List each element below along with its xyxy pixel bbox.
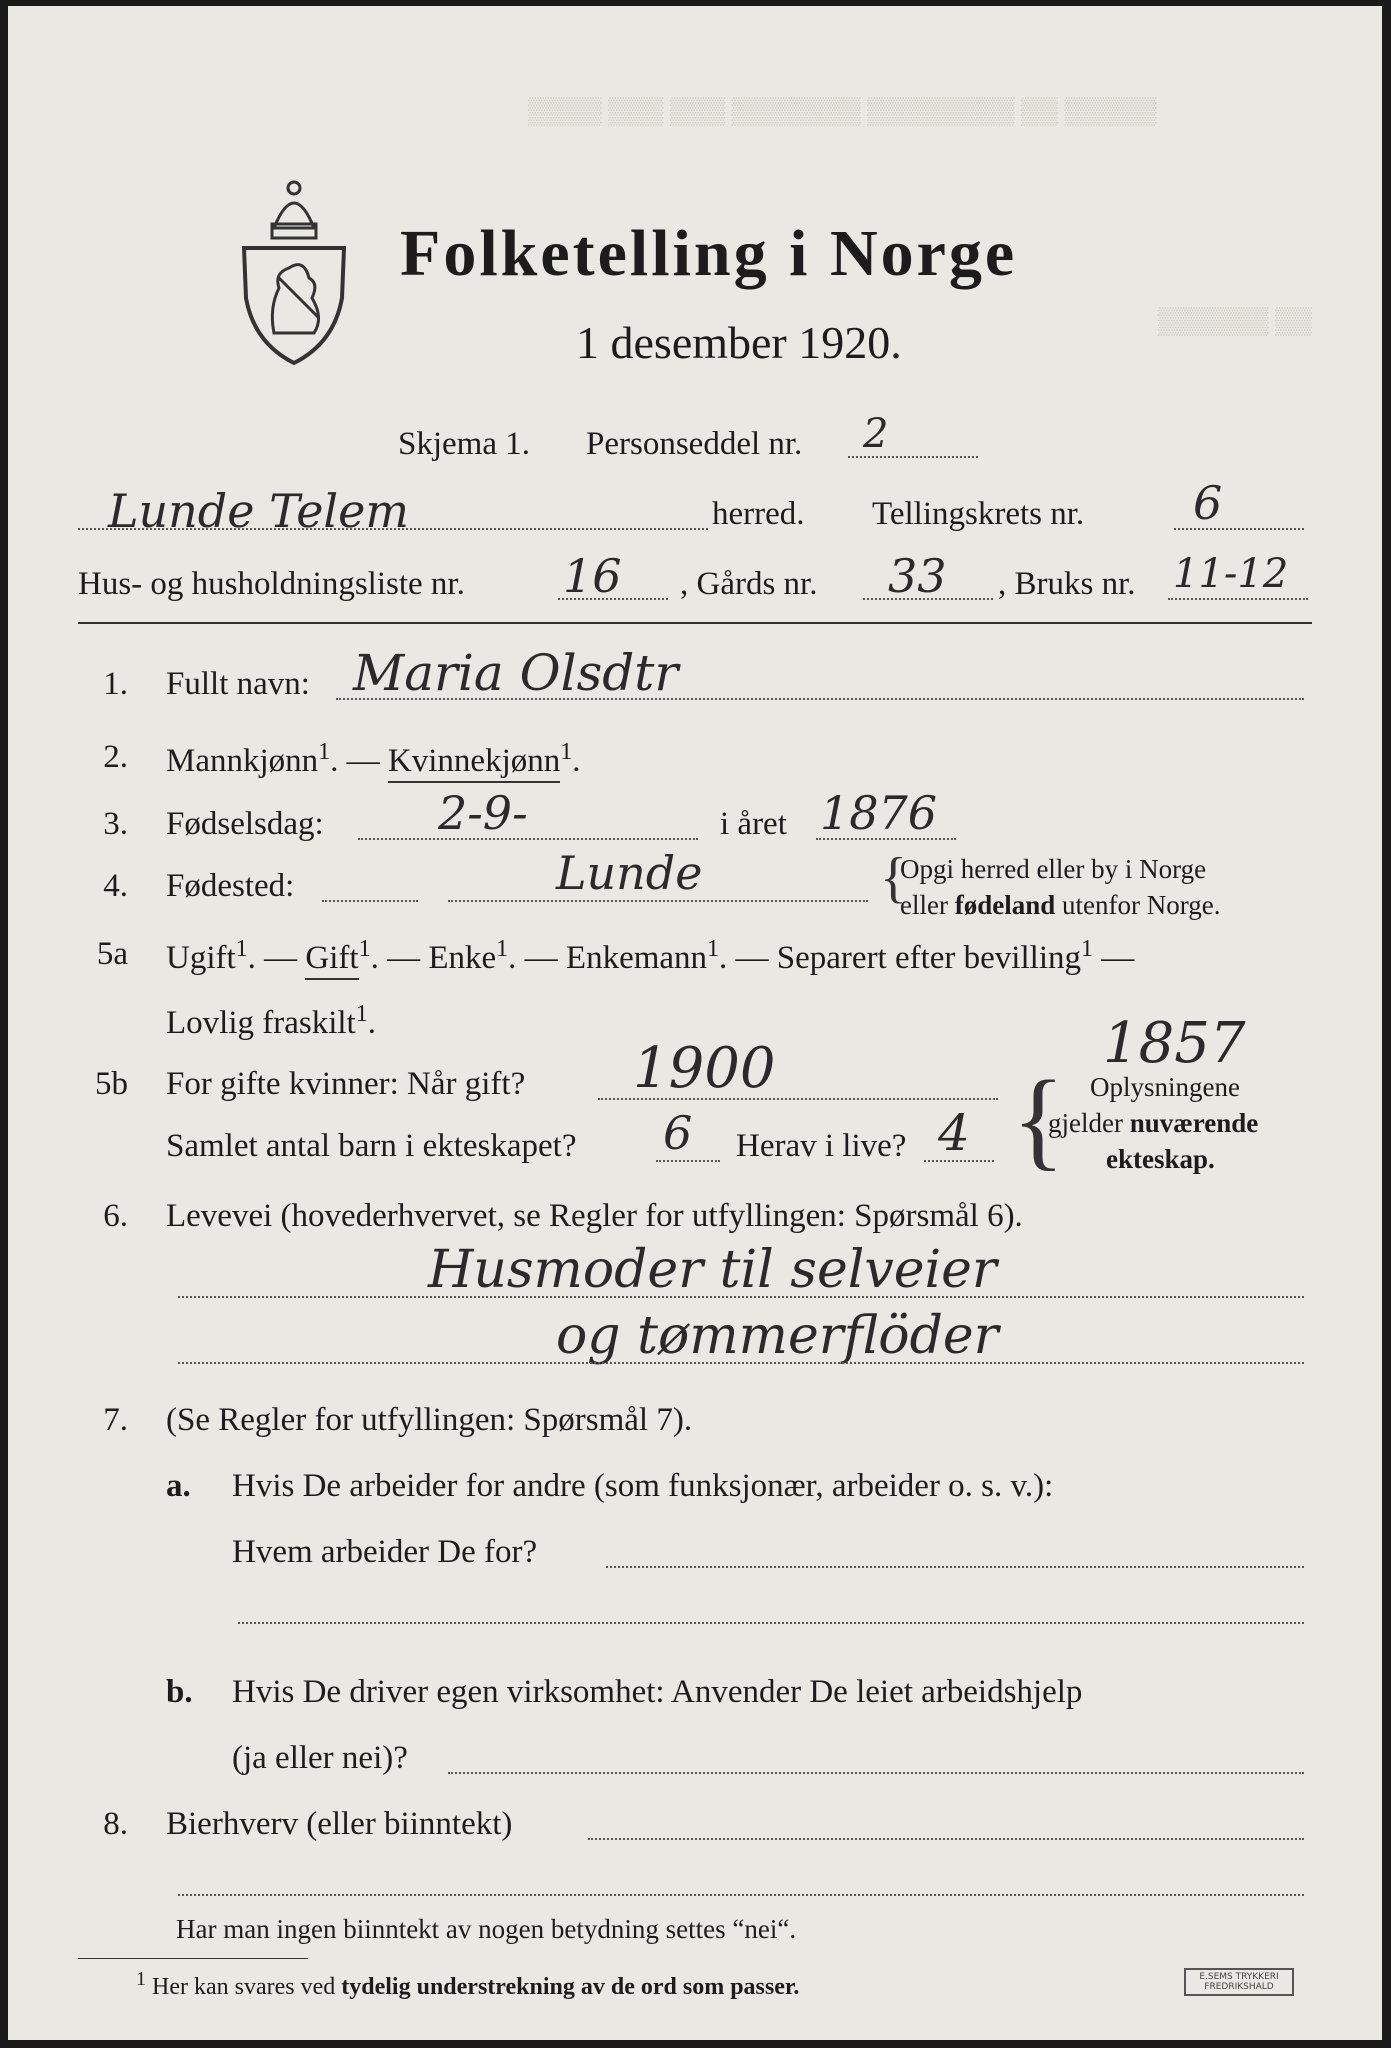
q4-field-line-a — [322, 900, 418, 902]
q6-occupation-value-line2[interactable]: og tømmerflöder — [556, 1306, 999, 1366]
coat-of-arms-icon — [234, 158, 354, 368]
q4-note-line2: eller fødeland utenfor Norge. — [900, 890, 1221, 920]
q8-field-line — [588, 1838, 1304, 1840]
q3-number: 3. — [103, 806, 128, 842]
q4-brace: { — [880, 847, 907, 909]
tellingskrets-value[interactable]: 6 — [1193, 476, 1223, 530]
q3-birthday-value[interactable]: 2-9- — [438, 786, 528, 840]
herred-value[interactable]: Lunde Telem — [108, 484, 409, 538]
q5b-brace: { — [1012, 1058, 1065, 1180]
option-ugift[interactable]: Ugift — [166, 940, 236, 976]
q7b-text: Hvis De driver egen virksomhet: Anvender De leiet arbeidshjelp — [232, 1674, 1083, 1710]
q5b-children-field-line — [656, 1160, 720, 1162]
q7a-field-line — [606, 1566, 1304, 1568]
q5b-alive-value[interactable]: 4 — [938, 1104, 970, 1162]
q6-field-line2 — [178, 1362, 1304, 1364]
q7a-text2: Hvem arbeider De for? — [232, 1534, 538, 1570]
q3-year-label: i året — [720, 806, 787, 842]
q4-note-line1: Opgi herred eller by i Norge — [900, 854, 1207, 884]
q7b-text2: (ja eller nei)? — [232, 1740, 408, 1776]
option-male[interactable]: Mannkjønn — [166, 743, 319, 779]
q7-label: (Se Regler for utfyllingen: Spørsmål 7). — [166, 1402, 693, 1438]
q5b-married-year-value[interactable]: 1900 — [633, 1036, 776, 1101]
q6-occupation-value-line1[interactable]: Husmoder til selveier — [428, 1240, 997, 1300]
gards-label: , Gårds nr. — [680, 566, 818, 602]
tellingskrets-label: Tellingskrets nr. — [872, 496, 1085, 532]
q1-label: Fullt navn: — [166, 666, 310, 702]
q5b-note-line1: Oplysningene — [1090, 1072, 1240, 1102]
q5b-side-note-value[interactable]: 1857 — [1103, 1011, 1246, 1076]
q5a-number: 5a — [96, 936, 128, 972]
q1-number: 1. — [103, 666, 128, 702]
q1-name-value[interactable]: Maria Olsdtr — [353, 644, 679, 702]
q8-label: Bierhverv (eller biinntekt) — [166, 1806, 513, 1842]
option-separert[interactable]: Separert efter bevilling — [776, 940, 1081, 976]
footnote-text: $^1$ Her kan svares ved tydelig understrekning av de ord som passer. — [136, 1968, 800, 2000]
q4-number: 4. — [103, 868, 128, 904]
bleed-through-text: ▒▒▒▒▒▒ ▒▒ — [1158, 306, 1312, 335]
q7a-letter: a. — [166, 1468, 191, 1504]
q8-field-line2 — [178, 1894, 1304, 1896]
q4-label: Fødested: — [166, 868, 295, 904]
q2-number: 2. — [103, 739, 128, 775]
q5a-lovlig-fraskilt[interactable]: Lovlig fraskilt$^1$. — [166, 1001, 376, 1041]
option-gift-underlined[interactable]: Gift — [305, 940, 358, 980]
q5b-note-line3: ekteskap. — [1106, 1144, 1215, 1174]
q5b-number: 5b — [95, 1066, 128, 1102]
person-number-value[interactable]: 2 — [863, 411, 889, 457]
q3-year-value[interactable]: 1876 — [820, 786, 938, 840]
q5b-note-line2: gjelder nuværende — [1048, 1108, 1259, 1138]
q7b-field-line — [448, 1772, 1304, 1774]
husholdningsliste-label: Hus- og husholdningsliste nr. — [78, 566, 465, 602]
q7-number: 7. — [103, 1402, 128, 1438]
q6-label: Levevei (hovederhvervet, se Regler for utfyllingen: Spørsmål 6). — [166, 1198, 1023, 1234]
census-form — [8, 6, 1382, 2040]
q4-field-line-b — [448, 900, 868, 902]
bruks-field-line — [1168, 598, 1308, 600]
q8-number: 8. — [103, 1806, 128, 1842]
form-title: Folketelling i Norge — [400, 217, 1018, 290]
q5b-children-label: Samlet antal barn i ekteskapet? — [166, 1128, 577, 1164]
header-divider — [78, 622, 1312, 624]
option-enke[interactable]: Enke — [428, 940, 497, 976]
herred-field-line — [78, 528, 708, 530]
q3-label: Fødselsdag: — [166, 806, 324, 842]
q5b-children-value[interactable]: 6 — [663, 1106, 693, 1160]
q5b-label: For gifte kvinner: Når gift? — [166, 1066, 526, 1102]
option-female-underlined[interactable]: Kvinnekjønn — [388, 743, 560, 783]
gards-value[interactable]: 33 — [888, 549, 947, 603]
bruks-label: , Bruks nr. — [998, 566, 1136, 602]
bruks-value[interactable]: 11-12 — [1173, 551, 1289, 597]
q7a-field-line2 — [238, 1622, 1304, 1624]
footnote-divider — [78, 1958, 308, 1959]
q3-field-line — [358, 838, 698, 840]
option-enkemann[interactable]: Enkemann — [565, 940, 708, 976]
herred-label: herred. — [712, 496, 805, 532]
q7a-text: Hvis De arbeider for andre (som funksjonær, arbeider o. s. v.): — [232, 1468, 1054, 1504]
q4-birthplace-value[interactable]: Lunde — [556, 846, 703, 900]
q7b-letter: b. — [166, 1674, 193, 1710]
census-date: 1 desember 1920. — [576, 317, 902, 368]
q5a-marital-options: Ugift$^1$. — Gift$^1$. — Enke$^1$. — Enkemann$^1$. — Separert efter bevilling$^1$ — — [166, 936, 1134, 977]
q8-note: Har man ingen biinntekt av nogen betydning settes “nei“. — [176, 1914, 797, 1944]
husholdningsliste-value[interactable]: 16 — [563, 549, 622, 603]
bleed-through-text: ▒▒▒▒ ▒▒▒ ▒▒▒ ▒▒▒▒▒▒▒ ▒▒▒▒▒▒▒▒ ▒▒ ▒▒▒▒▒ — [528, 96, 1157, 125]
q5b-alive-label: Herav i live? — [736, 1128, 907, 1164]
q2-gender-options: Mannkjønn$^1$. — Kvinnekjønn$^1$. — [166, 739, 581, 780]
person-label: Personseddel nr. — [586, 426, 803, 462]
printer-stamp: E.SEMS TRYKKERI FREDRIKSHALD — [1184, 1968, 1294, 1996]
schema-label: Skjema 1. — [398, 426, 530, 462]
q6-field-line1 — [178, 1296, 1304, 1298]
q6-number: 6. — [103, 1198, 128, 1234]
